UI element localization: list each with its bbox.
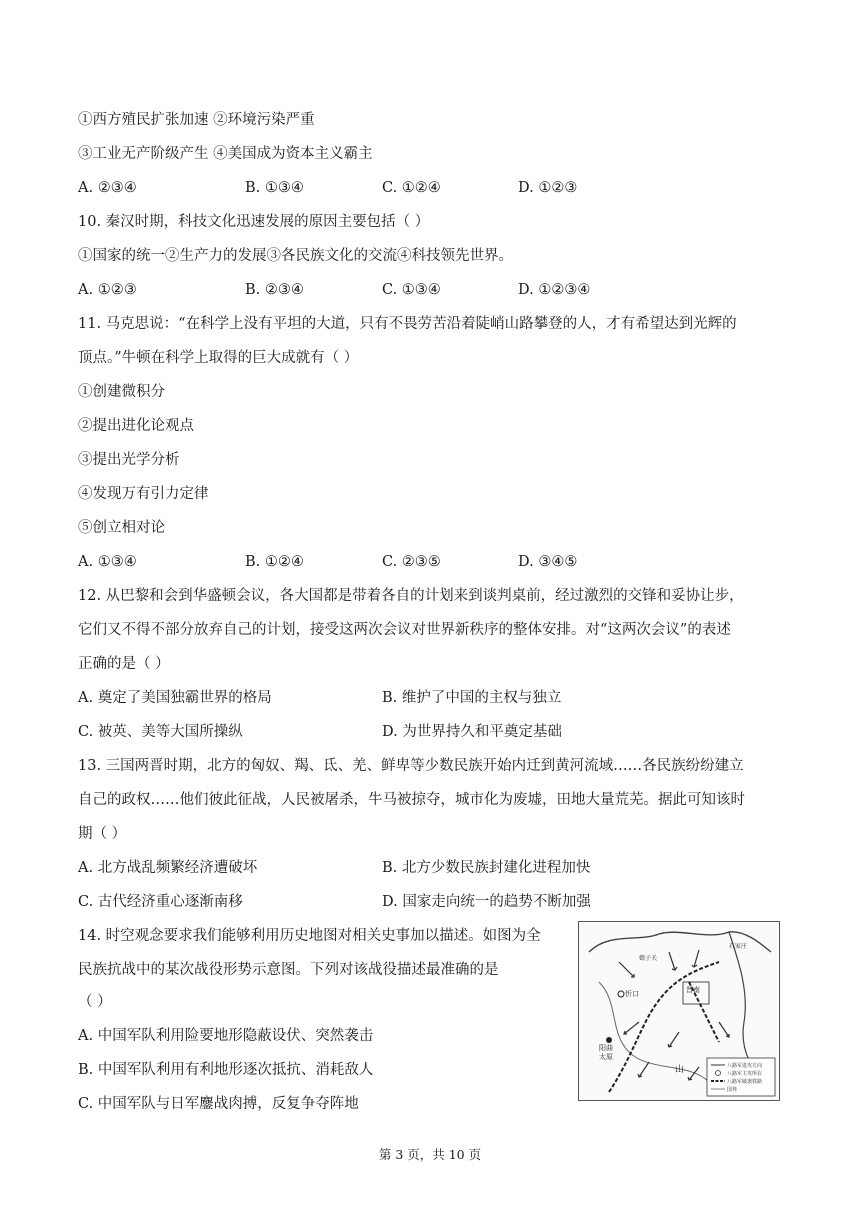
map-label-shijiazhuang: 石家庄 bbox=[729, 943, 748, 950]
q12-option-b: B. 维护了中国的主权与独立 bbox=[382, 690, 562, 706]
map-label-niangziguan: 娘子关 bbox=[639, 955, 658, 962]
q14-option-a: A. 中国军队利用险要地形隐蔽设伏、突然袭击 bbox=[78, 1028, 374, 1044]
q10-items: ①国家的统一②生产力的发展③各民族文化的交流④科技领先世界。 bbox=[78, 248, 513, 264]
q11-stem-line-2: 顶点。”牛顿在科学上取得的巨大成就有（ ） bbox=[78, 350, 359, 366]
q9-option-d: D. ①②③ bbox=[518, 180, 578, 196]
q11-option-a: A. ①③④ bbox=[78, 554, 137, 570]
q13-stem-line-2: 自己的政权……他们彼此征战，人民被屠杀，牛马被掠夺，城市化为废墟，田地大量荒芜。据此可知该时 bbox=[78, 792, 745, 808]
q14-stem-line-3: （ ） bbox=[78, 994, 112, 1010]
q13-option-a: A. 北方战乱频繁经济遭破坏 bbox=[78, 860, 258, 876]
q11-option-b: B. ①②④ bbox=[245, 554, 304, 570]
q13-stem-line-3: 期（ ） bbox=[78, 826, 127, 842]
q13-option-d: D. 国家走向统一的趋势不断加强 bbox=[382, 894, 591, 910]
q11-option-c: C. ②③⑤ bbox=[382, 554, 441, 570]
q9-option-a: A. ②③④ bbox=[78, 180, 137, 196]
q14-option-c: C. 中国军队与日军鏖战肉搏，反复争夺阵地 bbox=[78, 1096, 359, 1112]
q11-item-5: ⑤创立相对论 bbox=[78, 520, 165, 536]
q11-option-d: D. ③④⑤ bbox=[518, 554, 578, 570]
map-label-taiyuan: 太原 bbox=[599, 1053, 613, 1061]
map-legend-label: 八路军破袭铁路 bbox=[727, 1079, 763, 1085]
q9-item-line-1: ①西方殖民扩张加速 ②环境污染严重 bbox=[78, 112, 315, 128]
map-railway bbox=[609, 962, 719, 1092]
q10-option-b: B. ②③④ bbox=[245, 282, 304, 298]
q14-stem-line-1: 14. 时空观念要求我们能够利用历史地图对相关史事加以描述。如图为全 bbox=[78, 928, 541, 944]
q12-option-d: D. 为世界持久和平奠定基础 bbox=[382, 724, 562, 740]
q10-stem: 10. 秦汉时期，科技文化迅速发展的原因主要包括（ ） bbox=[78, 214, 430, 230]
q14-stem-line-2: 民族抗战中的某次战役形势示意图。下列对该战役描述最准确的是 bbox=[78, 962, 499, 978]
q12-option-a: A. 奠定了美国独霸世界的格局 bbox=[78, 690, 272, 706]
page-footer: 第 3 页，共 10 页 bbox=[378, 1147, 482, 1162]
map-legend-label: 八路军进攻方向 bbox=[727, 1063, 763, 1069]
q12-option-c: C. 被英、美等大国所操纵 bbox=[78, 724, 243, 740]
map-drawing bbox=[579, 922, 779, 1100]
q11-item-3: ③提出光学分析 bbox=[78, 452, 180, 468]
map-label-xinkou: 忻口 bbox=[625, 990, 639, 998]
map-label-jinnan: 晋南 bbox=[686, 986, 700, 994]
q13-option-b: B. 北方少数民族封建化进程加快 bbox=[382, 860, 591, 876]
q13-option-c: C. 古代经济重心逐渐南移 bbox=[78, 894, 243, 910]
q10-option-d: D. ①②③④ bbox=[518, 282, 591, 298]
map-city-marker bbox=[618, 991, 624, 997]
q11-stem-line-1: 11. 马克思说：“在科学上没有平坦的大道，只有不畏劳苦沿着陡峭山路攀登的人，才有希望达到光辉的 bbox=[78, 316, 737, 332]
map-river bbox=[599, 982, 709, 1082]
q9-item-line-2: ③工业无产阶级产生 ④美国成为资本主义霸主 bbox=[78, 146, 373, 162]
q12-stem-line-3: 正确的是（ ） bbox=[78, 656, 170, 672]
q11-item-4: ④发现万有引力定律 bbox=[78, 486, 209, 502]
map-legend-label: 八路军主攻所在 bbox=[727, 1071, 763, 1077]
map-legend-label: 国界 bbox=[727, 1087, 738, 1093]
q12-stem-line-2: 它们又不得不部分放弃自己的计划，接受这两次会议对世界新秩序的整体安排。对“这两次会议”的表述 bbox=[78, 622, 731, 638]
q9-option-c: C. ①②④ bbox=[382, 180, 441, 196]
map-label-shan: 山 bbox=[675, 1065, 685, 1075]
q12-stem-line-1: 12. 从巴黎和会到华盛顿会议，各大国都是带着各自的计划来到谈判桌前，经过激烈的交锋和妥协让步， bbox=[78, 588, 744, 604]
map-city-marker bbox=[606, 1037, 612, 1043]
battle-situation-map bbox=[578, 921, 780, 1101]
q11-item-2: ②提出进化论观点 bbox=[78, 418, 194, 434]
q10-option-a: A. ①②③ bbox=[78, 282, 137, 298]
q9-option-b: B. ①③④ bbox=[245, 180, 304, 196]
q14-option-b: B. 中国军队利用有利地形逐次抵抗、消耗敌人 bbox=[78, 1062, 374, 1078]
q13-stem-line-1: 13. 三国两晋时期，北方的匈奴、羯、氐、羌、鲜卑等少数民族开始内迁到黄河流域……各民族纷纷建立 bbox=[78, 758, 744, 774]
map-label-yangqu: 阳曲 bbox=[599, 1044, 613, 1052]
q11-item-1: ①创建微积分 bbox=[78, 384, 165, 400]
q10-option-c: C. ①③④ bbox=[382, 282, 441, 298]
